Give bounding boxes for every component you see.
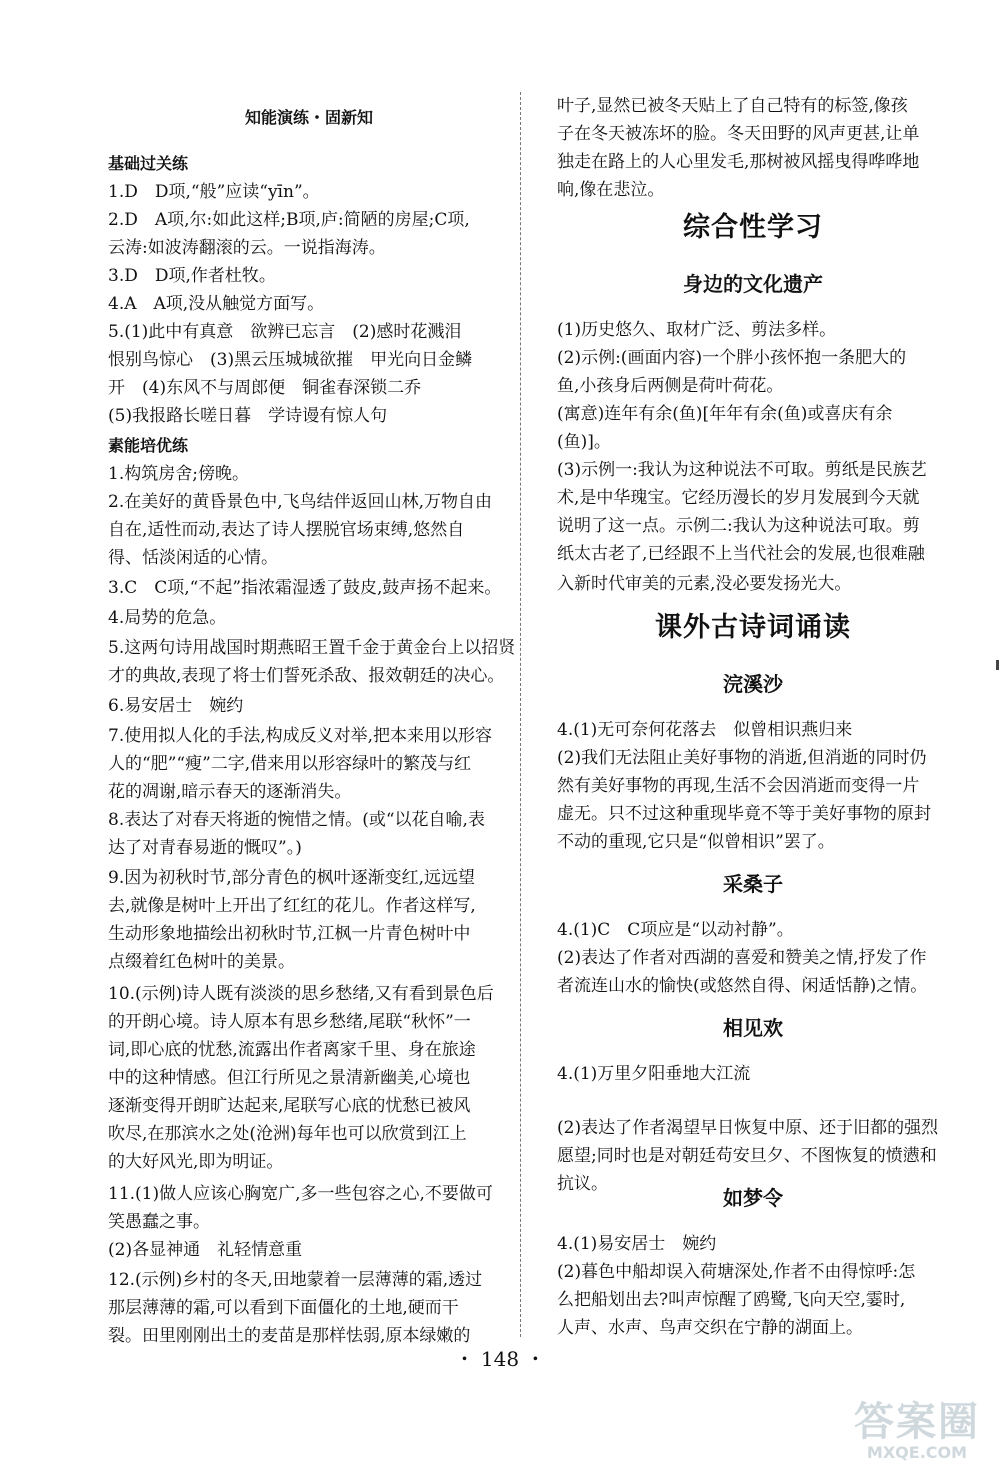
answer-line: 9.因为初秋时节,部分青色的枫叶逐渐变红,远远望 xyxy=(108,868,476,888)
watermark-logo xyxy=(842,1400,992,1464)
answer-line: 者流连山水的愉快(或悠然自得、闲适恬静)之情。 xyxy=(557,976,928,996)
subsection-heading: 基础过关练 xyxy=(108,154,189,173)
answer-line: 8.表达了对春天将逝的惋惜之情。(或“以花自喻,表 xyxy=(108,810,485,830)
page-number: ・ 148 ・ xyxy=(454,1347,546,1371)
watermark-bottom: MXQE.COM xyxy=(866,1443,968,1462)
answer-line: 愿望;同时也是对朝廷苟安旦夕、不图恢复的愤懑和 xyxy=(557,1146,937,1166)
section-title: 知能演练・固新知 xyxy=(244,108,373,127)
answer-line: 4.局势的危急。 xyxy=(108,608,227,628)
answer-line: 抗议。 xyxy=(557,1174,608,1194)
answer-line: 云涛:如波涛翻滚的云。一说指海涛。 xyxy=(108,238,386,258)
answer-line: 达了对青春易逝的慨叹”。) xyxy=(108,838,302,858)
answer-line: 人的“肥”“瘦”二字,借来用以形容绿叶的繁茂与红 xyxy=(108,754,472,774)
answer-line: 恨别鸟惊心 (3)黑云压城城欲摧 甲光向日金鳞 xyxy=(108,350,473,370)
answer-line: 10.(示例)诗人既有淡淡的思乡愁绪,又有看到景色后 xyxy=(108,984,494,1004)
answer-line: 么把船划出去?叫声惊醒了鸥鹭,飞向天空,霎时, xyxy=(557,1290,906,1310)
answer-line: 子在冬天被冻坏的脸。冬天田野的风声更甚,让单 xyxy=(557,124,920,144)
answer-line: 开 (4)东风不与周郎便 铜雀春深锁二乔 xyxy=(108,378,422,398)
answer-line: 1.D D项,“般”应读“yīn”。 xyxy=(108,182,320,202)
answer-line: (2)暮色中船却误入荷塘深处,作者不由得惊呼:怎 xyxy=(557,1262,916,1282)
answer-line: (鱼)]。 xyxy=(557,432,611,452)
answer-line: 响,像在悲泣。 xyxy=(557,180,665,200)
answer-line: 的开朗心境。诗人原本有思乡愁绪,尾联“秋怀”一 xyxy=(108,1012,471,1032)
answer-line: 词,即心底的忧愁,流露出作者离家千里、身在旅途 xyxy=(108,1040,476,1060)
answer-line: (2)表达了作者对西湖的喜爱和赞美之情,抒发了作 xyxy=(557,948,927,968)
answer-line: 12.(示例)乡村的冬天,田地蒙着一层薄薄的霜,透过 xyxy=(108,1270,483,1290)
answer-line: 1.构筑房舍;傍晚。 xyxy=(108,464,249,484)
margin-mark xyxy=(996,660,999,670)
answer-line: 术,是中华瑰宝。它经历漫长的岁月发展到今天就 xyxy=(557,488,920,508)
answer-line: 4.A A项,没从触觉方面写。 xyxy=(108,294,325,314)
answer-line: 自在,适性而动,表达了诗人摆脱官场束缚,悠然自 xyxy=(108,520,465,540)
answer-line: 的大好风光,即为明证。 xyxy=(108,1152,284,1172)
answer-line: 说明了这一点。示例二:我认为这种说法可取。剪 xyxy=(557,516,920,536)
answer-line: 才的典故,表现了将士们誓死杀敌、报效朝廷的决心。 xyxy=(108,666,505,686)
answer-line: 2.D A项,尔:如此这样;B项,庐:简陋的房屋;C项, xyxy=(108,210,470,230)
answer-line: (1)历史悠久、取材广泛、剪法多样。 xyxy=(557,320,837,340)
answer-line: 那层薄薄的霜,可以看到下面僵化的土地,硬而干 xyxy=(108,1298,459,1318)
answer-line: 4.(1)无可奈何花落去 似曾相识燕归来 xyxy=(557,720,853,740)
answer-line: 独走在路上的人心里发毛,那树被风摇曳得哗哗地 xyxy=(557,152,920,172)
answer-line: 4.(1)C C项应是“以动衬静”。 xyxy=(557,920,794,940)
sub-heading: 身边的文化遗产 xyxy=(683,272,823,296)
answer-line: 纸太古老了,已经跟不上当代社会的发展,也很难融 xyxy=(557,544,925,564)
answer-line: 点缀着红色树叶的美景。 xyxy=(108,952,295,972)
answer-line: 逐渐变得开朗旷达起来,尾联写心底的忧愁已被风 xyxy=(108,1096,471,1116)
answer-line: 11.(1)做人应该心胸宽广,多一些包容之心,不要做可 xyxy=(108,1184,493,1204)
answer-line: 吹尽,在那滨水之处(沧洲)每年也可以欣赏到江上 xyxy=(108,1124,467,1144)
answer-line: 5.这两句诗用战国时期燕昭王置千金于黄金台上以招贤 xyxy=(108,638,516,658)
answer-line: 2.在美好的黄昏景色中,飞鸟结伴返回山林,万物自由 xyxy=(108,492,493,512)
answer-line: (3)示例一:我认为这种说法不可取。剪纸是民族艺 xyxy=(557,460,927,480)
answer-line: 生动形象地描绘出初秋时节,江枫一片青色树叶中 xyxy=(108,924,471,944)
answer-line: 然有美好事物的再现,生活不会因消逝而变得一片 xyxy=(557,776,920,796)
section-heading: 综合性学习 xyxy=(683,212,823,243)
answer-line: 3.D D项,作者杜牧。 xyxy=(108,266,276,286)
answer-line: (寓意)连年有余(鱼)[年年有余(鱼)或喜庆有余 xyxy=(557,404,893,424)
answer-line: 笑愚蠢之事。 xyxy=(108,1212,210,1232)
answer-line: 5.(1)此中有真意 欲辨已忘言 (2)感时花溅泪 xyxy=(108,322,462,342)
poem-title: 相见欢 xyxy=(723,1016,783,1040)
answer-line: (2)表达了作者渴望早日恢复中原、还于旧都的强烈 xyxy=(557,1118,939,1138)
answer-line: 4.(1)万里夕阳垂地大江流 xyxy=(557,1064,751,1084)
watermark-top: 答案圈 xyxy=(854,1399,980,1445)
answer-line: 花的凋谢,暗示春天的逐渐消失。 xyxy=(108,782,352,802)
answer-line: 入新时代审美的元素,没必要发扬光大。 xyxy=(557,574,852,594)
answer-line: 叶子,显然已被冬天贴上了自己特有的标签,像孩 xyxy=(557,96,908,116)
poem-title: 浣溪沙 xyxy=(723,672,783,696)
answer-line: (2)我们无法阻止美好事物的消逝,但消逝的同时仍 xyxy=(557,748,927,768)
answer-line: (5)我报路长嗟日暮 学诗谩有惊人句 xyxy=(108,406,388,426)
section-heading: 课外古诗词诵读 xyxy=(655,612,851,643)
answer-line: 人声、水声、鸟声交织在宁静的湖面上。 xyxy=(557,1318,863,1338)
answer-line: 得、恬淡闲适的心情。 xyxy=(108,548,278,568)
answer-line: (2)示例:(画面内容)一个胖小孩怀抱一条肥大的 xyxy=(557,348,907,368)
answer-line: (2)各显神通 礼轻情意重 xyxy=(108,1240,303,1260)
answer-line: 中的这种情感。但江行所见之景清新幽美,心境也 xyxy=(108,1068,471,1088)
answer-line: 不动的重现,它只是“似曾相识”罢了。 xyxy=(557,832,835,852)
answer-line: 虚无。只不过这种重现毕竟不等于美好事物的原封 xyxy=(557,804,931,824)
answer-line: 裂。田里刚刚出土的麦苗是那样怯弱,原本绿嫩的 xyxy=(108,1326,471,1346)
answer-line: 去,就像是树叶上开出了红红的花儿。作者这样写, xyxy=(108,896,476,916)
poem-title: 如梦令 xyxy=(723,1186,783,1210)
answer-line: 6.易安居士 婉约 xyxy=(108,696,244,716)
subsection-heading: 素能培优练 xyxy=(108,436,189,455)
answer-line: 7.使用拟人化的手法,构成反义对举,把本来用以形容 xyxy=(108,726,493,746)
poem-title: 采桑子 xyxy=(723,872,783,896)
answer-line: 4.(1)易安居士 婉约 xyxy=(557,1234,717,1254)
answer-line: 鱼,小孩身后两侧是荷叶荷花。 xyxy=(557,376,784,396)
answer-line: 3.C C项,“不起”指浓霜湿透了鼓皮,鼓声扬不起来。 xyxy=(108,578,502,598)
column-divider xyxy=(520,92,521,1337)
